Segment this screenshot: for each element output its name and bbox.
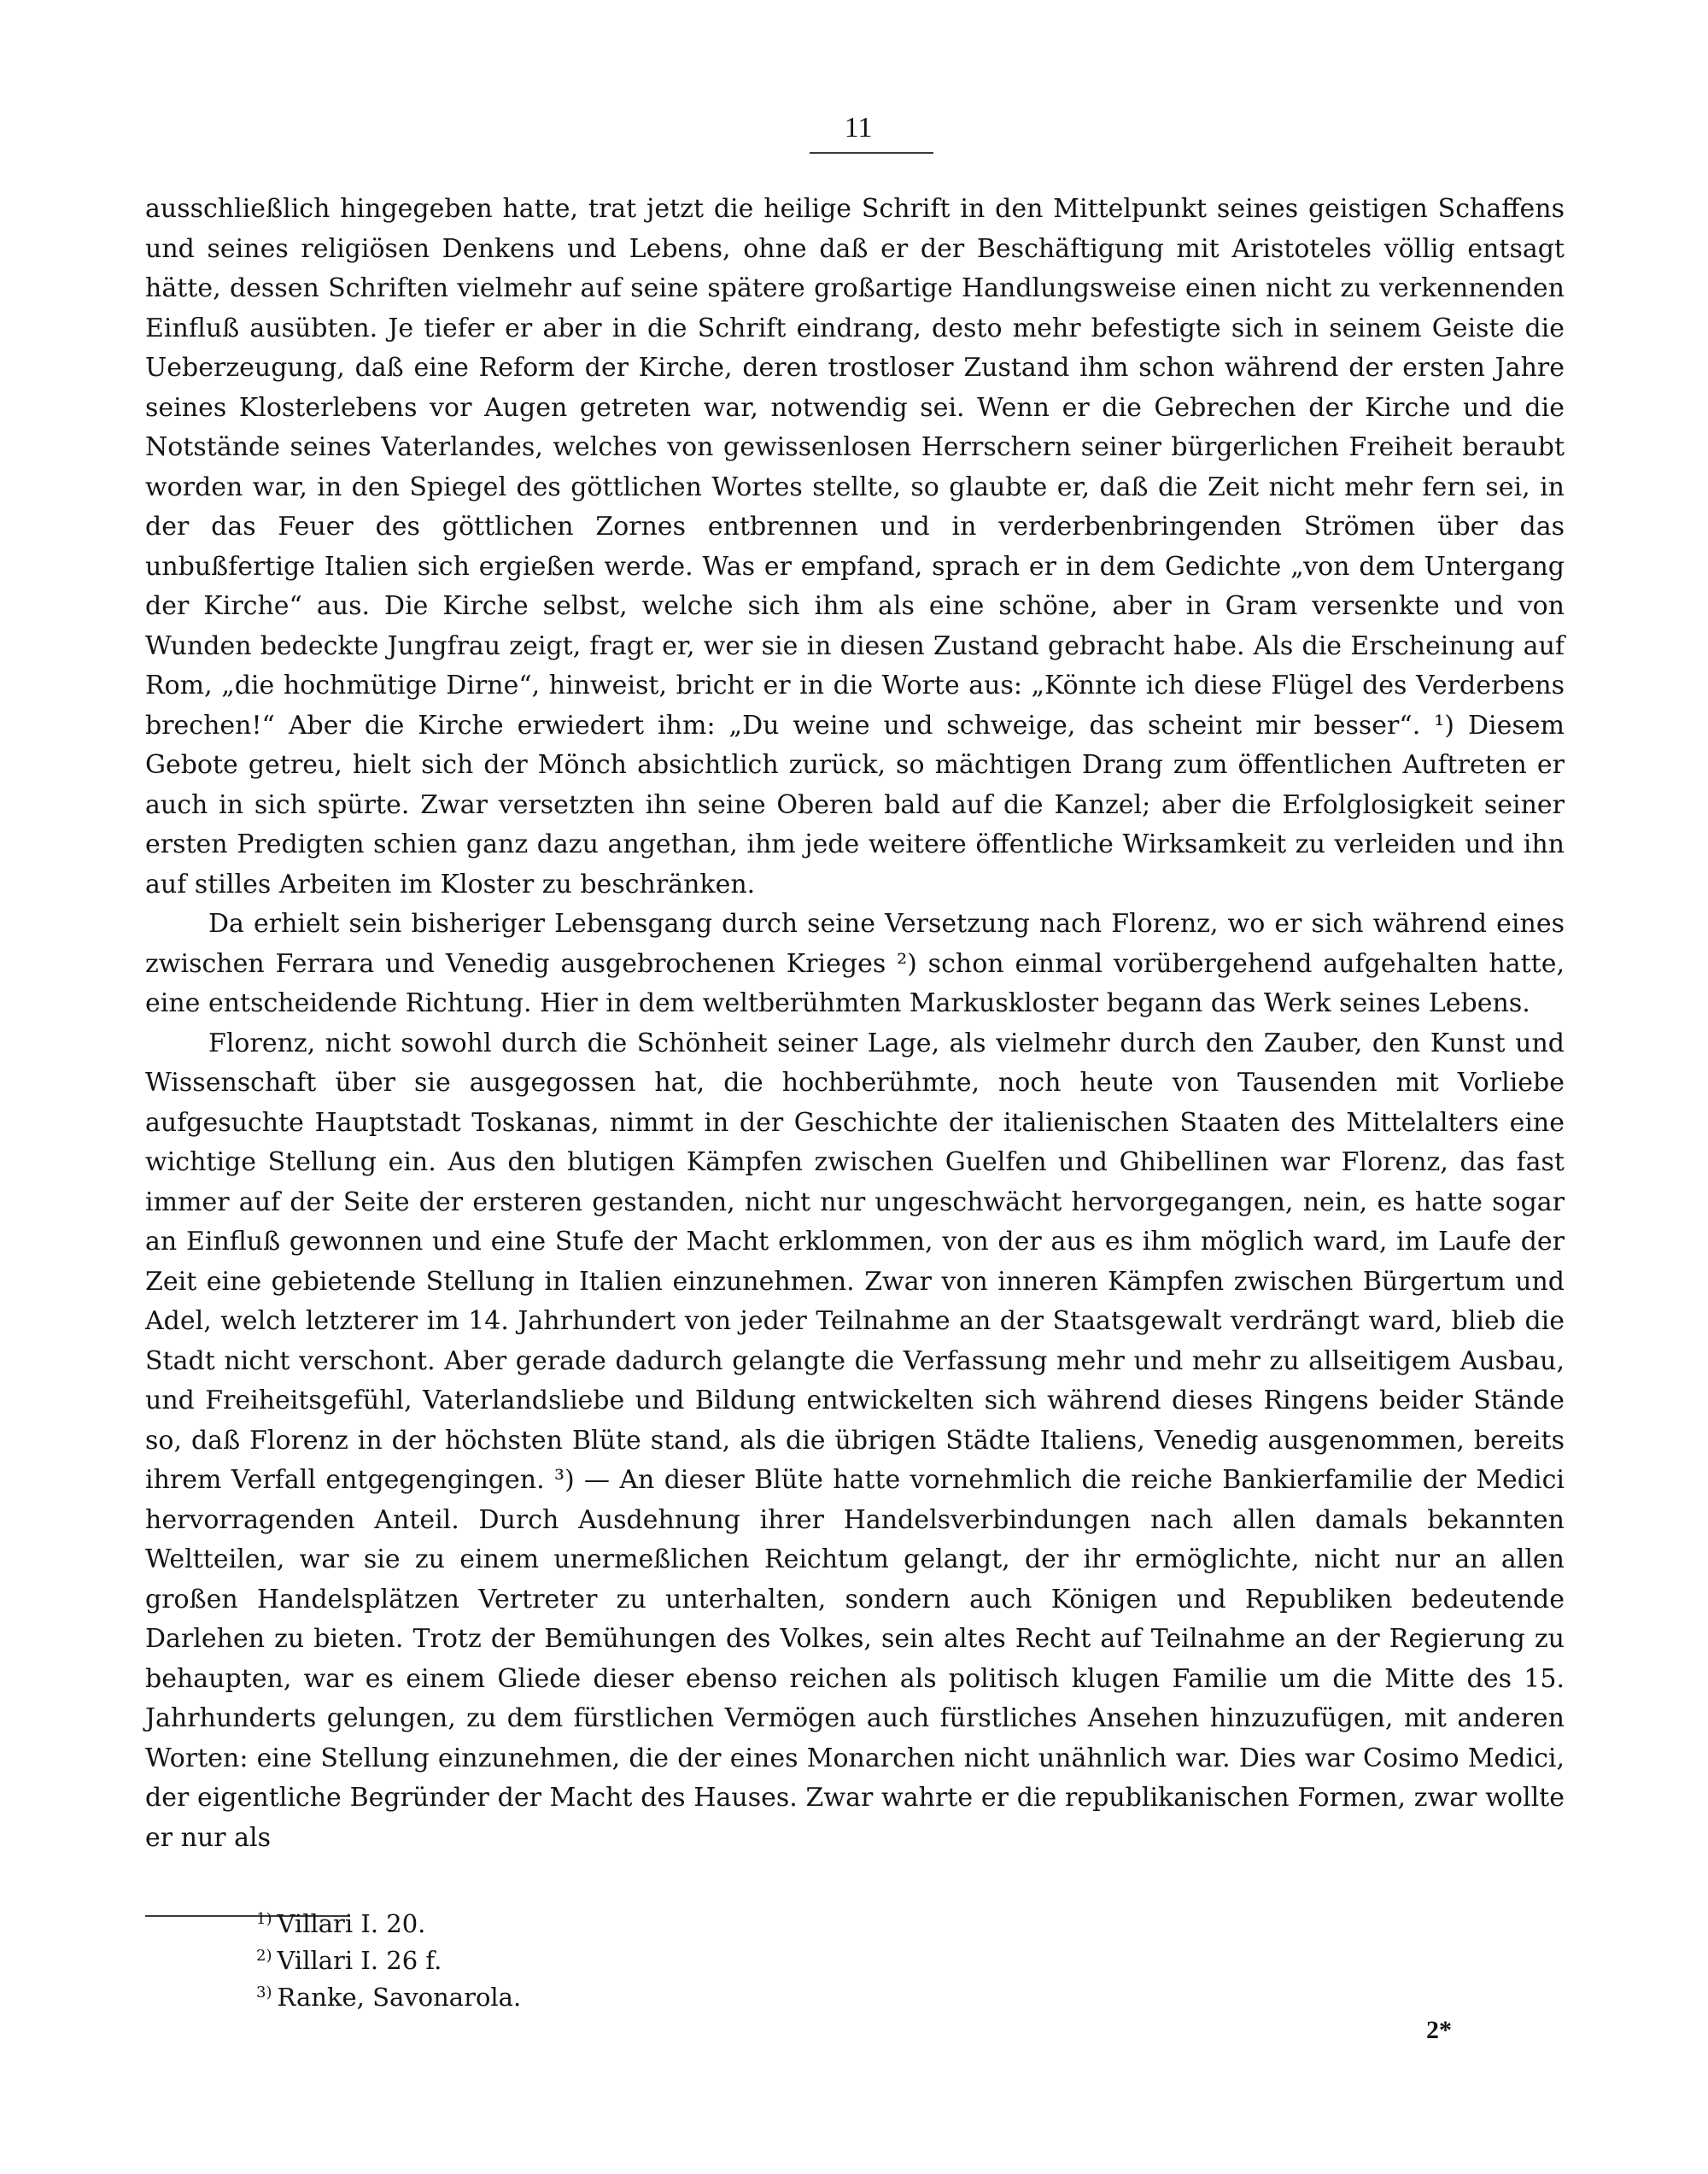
footnote-2 <box>256 1940 1025 1977</box>
footnote-text: Villari I. 26 f. <box>277 1946 442 1975</box>
footnote-mark: 1) <box>256 1910 272 1928</box>
footnote-mark: 3) <box>256 1984 272 2001</box>
footnote-text: Ranke, Savonarola. <box>277 1983 522 2012</box>
paragraph-2: Da erhielt sein bisheriger Lebensgang durch seine Versetzung nach Florenz, wo er sich während eines zwischen Ferrara und Venedig ausgebrochenen Krieges ²) schon einmal vorübergehend aufgehalten hatte, eine entscheidende Richtung. Hier in dem weltberühmten Markuskloster begann das Werk seines Lebens. <box>145 909 1565 1018</box>
footnote-text: Villari I. 20. <box>277 1909 426 1938</box>
header-rule <box>810 152 933 154</box>
footnote-1 <box>256 1903 1025 1940</box>
footnote-3 <box>256 1977 1025 2013</box>
footnote-mark: 2) <box>256 1947 272 1965</box>
paragraph-3: Florenz, nicht sowohl durch die Schönheit seiner Lage, als vielmehr durch den Zauber, den Kunst und Wissenschaft über sie ausgegossen hat, die hochberühmte, noch heute von Tausenden mit Vorliebe aufgesuchte Hauptstadt Toskanas, nimmt in der Geschichte der italienischen Staaten des Mittelalters eine wichtige Stellung ein. Aus den blutigen Kämpfen zwischen Guelfen und Ghibellinen war Florenz, das fast immer auf der Seite der ersteren gestanden, nicht nur ungeschwächt hervorgegangen, nein, es hatte sogar an Einfluß gewonnen und eine Stufe der Macht erklommen, von der aus es ihm möglich ward, im Laufe der Zeit eine gebietende Stellung in Italien einzunehmen. Zwar von inneren Kämpfen zwischen Bürgertum und Adel, welch letzterer im 14. Jahrhundert von jeder Teilnahme an der Staatsgewalt verdrängt ward, blieb die Stadt nicht verschont. Aber gerade dadurch gelangte die Verfassung mehr und mehr zu allseitigem Ausbau, und Freiheitsgefühl, Vaterlandsliebe und Bildung entwickelten sich während dieses Ringens beider Stände so, daß Florenz in der höchsten Blüte stand, als die übrigen Städte Italiens, Venedig ausgenommen, bereits ihrem Verfall entgegengingen. ³) — An dieser Blüte hatte vornehmlich die reiche Bankierfamilie der Medici hervorragenden Anteil. Durch Ausdehnung ihrer Handelsverbindungen nach allen damals bekannten Weltteilen, war sie zu einem unermeßlichen Reichtum gelangt, der ihr ermöglichte, nicht nur an allen großen Handelsplätzen Vertreter zu unterhalten, sondern auch Königen und Republiken bedeutende Darlehen zu bieten. Trotz der Bemühungen des Volkes, sein altes Recht auf Teilnahme an der Regierung zu behaupten, war es einem Gliede dieser ebenso reichen als politisch klugen Familie um die Mitte des 15. Jahrhunderts gelungen, zu dem fürstlichen Vermögen auch fürstliches Ansehen hinzuzufügen, mit anderen Worten: eine Stellung einzunehmen, die der eines Monarchen nicht unähnlich war. Dies war Cosimo Medici, der eigentliche Begründer der Macht des Hauses. Zwar wahrte er die republikanischen Formen, zwar wollte er nur als <box>145 1028 1565 1853</box>
page-number: 11 <box>844 112 873 144</box>
footnotes <box>256 1903 1025 2013</box>
signature-mark: 2* <box>1426 2016 1452 2044</box>
paragraph-1: ausschließlich hingegeben hatte, trat jetzt die heilige Schrift in den Mittelpunkt seines geistigen Schaffens und seines religiösen Denkens und Lebens, ohne daß er der Beschäftigung mit Aristoteles völlig entsagt hätte, dessen Schriften vielmehr auf seine spätere großartige Handlungsweise einen nicht zu verkennenden Einfluß ausübten. Je tiefer er aber in die Schrift eindrang, desto mehr befestigte sich in seinem Geiste die Ueberzeugung, daß eine Reform der Kirche, deren trostloser Zustand ihm schon während der ersten Jahre seines Klosterlebens vor Augen getreten war, notwendig sei. Wenn er die Gebrechen der Kirche und die Notstände seines Vaterlandes, welches von gewissenlosen Herrschern seiner bürgerlichen Freiheit beraubt worden war, in den Spiegel des göttlichen Wortes stellte, so glaubte er, daß die Zeit nicht mehr fern sei, in der das Feuer des göttlichen Zornes entbrennen und in verderbenbringenden Strömen über das unbußfertige Italien sich ergießen werde. Was er empfand, sprach er in dem Gedichte „von dem Untergang der Kirche“ aus. Die Kirche selbst, welche sich ihm als eine schöne, aber in Gram versenkte und von Wunden bedeckte Jungfrau zeigt, fragt er, wer sie in diesen Zustand gebracht habe. Als die Erscheinung auf Rom, „die hochmütige Dirne“, hinweist, bricht er in die Worte aus: „Könnte ich diese Flügel des Verderbens brechen!“ Aber die Kirche erwiedert ihm: „Du weine und schweige, das scheint mir besser“. ¹) Diesem Gebote getreu, hielt sich der Mönch absichtlich zurück, so mächtigen Drang zum öffentlichen Auftreten er auch in sich spürte. Zwar versetzten ihn seine Oberen bald auf die Kanzel; aber die Erfolglosigkeit seiner ersten Predigten schien ganz dazu angethan, ihm jede weitere öffentliche Wirksamkeit zu verleiden und ihn auf stilles Arbeiten im Kloster zu beschränken. <box>145 194 1565 899</box>
body-text <box>145 190 1565 1858</box>
